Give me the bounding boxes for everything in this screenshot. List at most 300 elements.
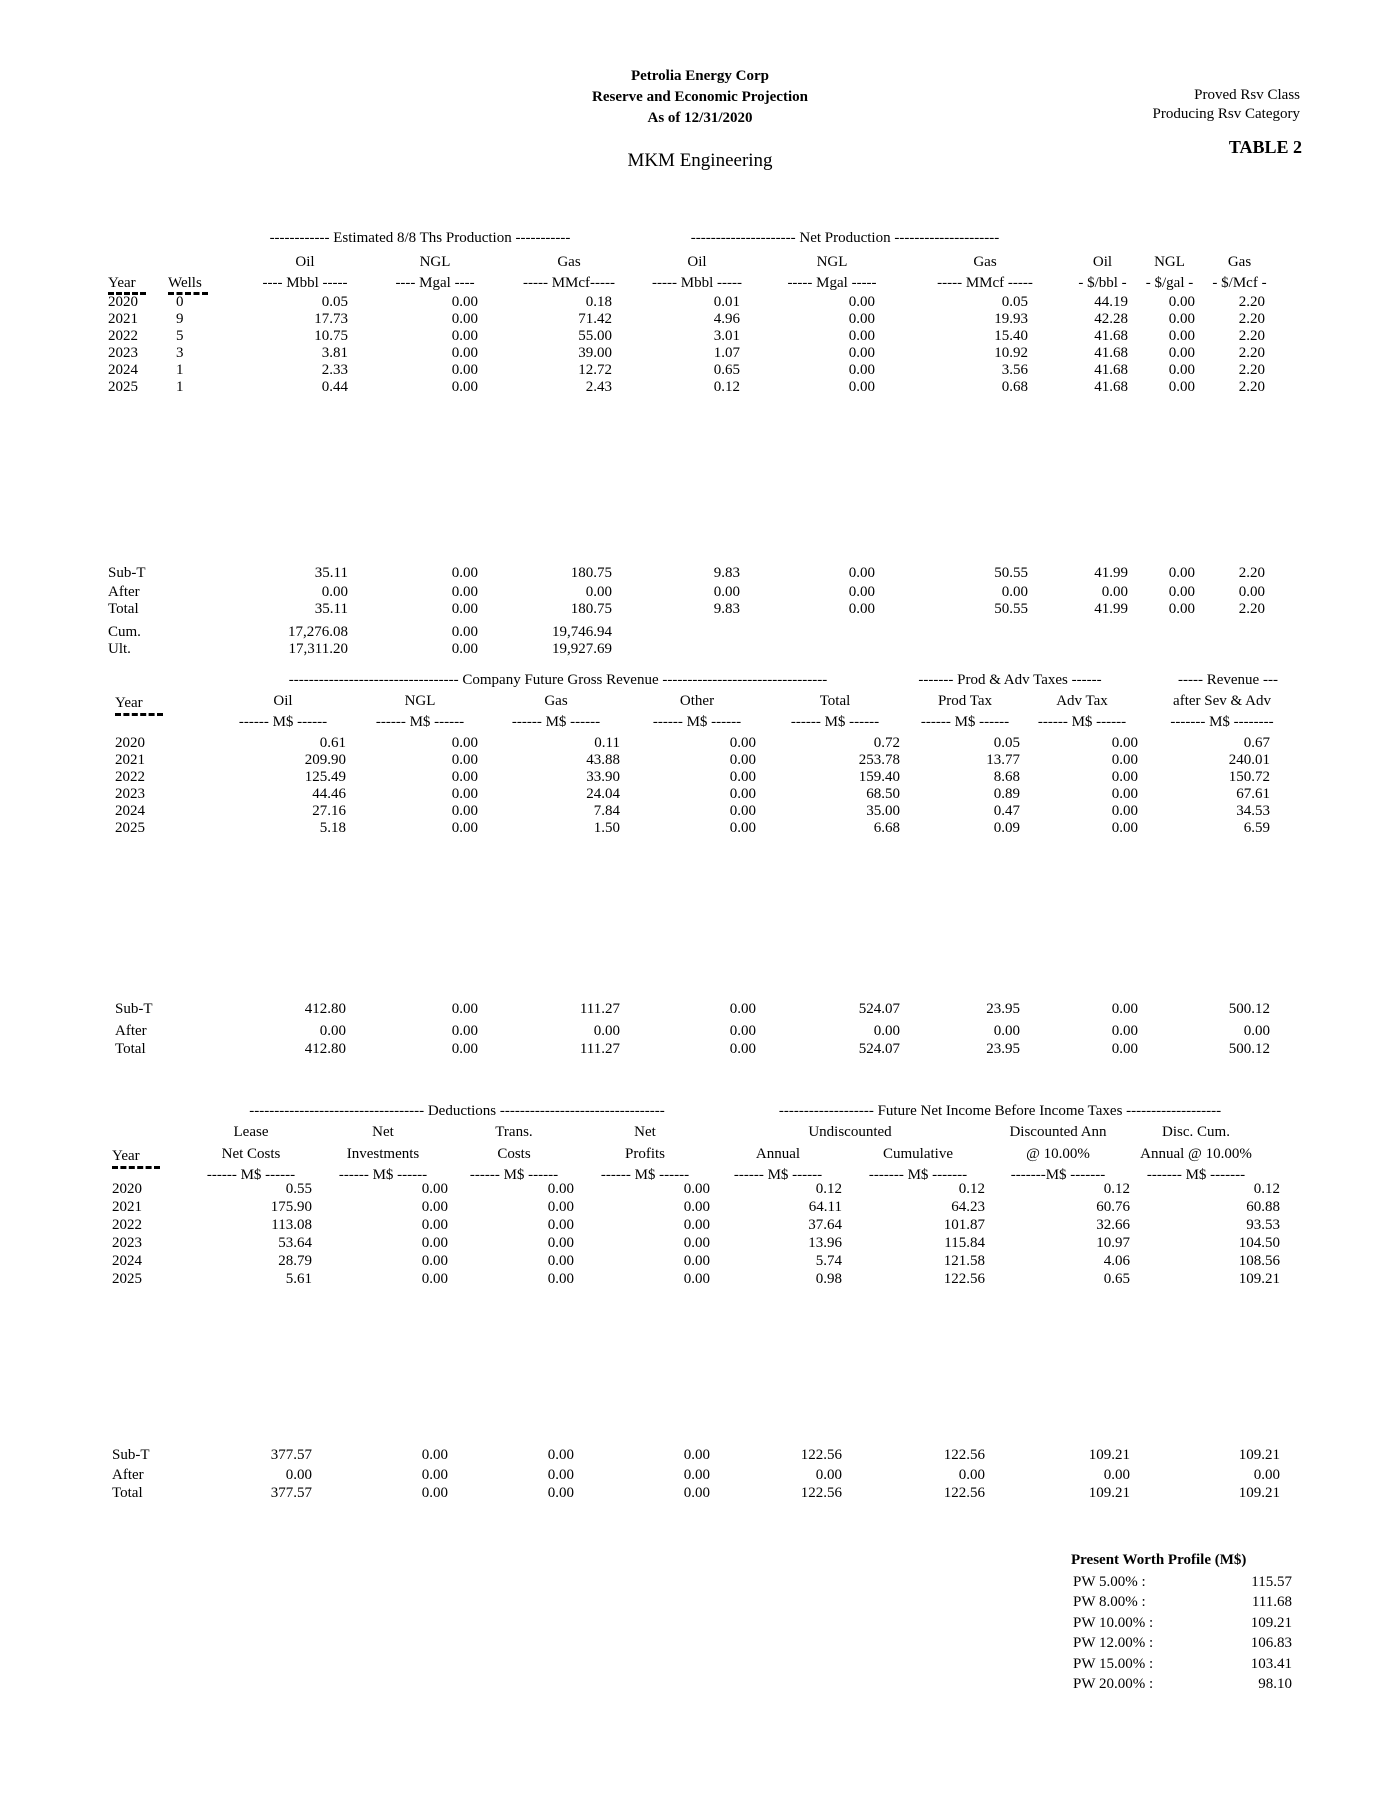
production-total-value: 180.75: [570, 601, 612, 617]
production-total-value: 0.00: [848, 601, 875, 617]
revenue-value: 0.00: [451, 769, 478, 785]
pw-value: 115.57: [1251, 1574, 1292, 1590]
deductions-value: 0.00: [683, 1235, 710, 1251]
pw-rate-label: PW 10.00% :: [1073, 1615, 1154, 1631]
revenue-value: 0.00: [1111, 752, 1138, 768]
revenue-col-unit: ------ M$ ------: [238, 714, 328, 730]
production-value: 41.68: [1094, 345, 1128, 361]
pw-rate-label: PW 20.00% :: [1073, 1676, 1154, 1692]
revenue-value: 0.00: [451, 803, 478, 819]
revenue-col-unit: ------ M$ ------: [511, 714, 601, 730]
pw-value: 103.41: [1250, 1656, 1292, 1672]
deductions-value: 32.66: [1096, 1217, 1130, 1233]
revenue-value: 24.04: [586, 786, 620, 802]
pw-value: 109.21: [1250, 1615, 1292, 1631]
production-col-unit: ----- MMcf-----: [522, 275, 616, 291]
production-value: 2.20: [1238, 328, 1265, 344]
deductions-after-value: 0.00: [958, 1467, 985, 1483]
year-cell: 2021: [108, 311, 138, 327]
revenue-subt-value: 500.12: [1228, 1001, 1270, 1017]
production-value: 42.28: [1094, 311, 1128, 327]
production-value: 0.00: [451, 362, 478, 378]
pw-profile-title: Present Worth Profile (M$): [1071, 1552, 1247, 1568]
revenue-year-header: Year: [115, 693, 163, 716]
revenue-value: 209.90: [304, 752, 346, 768]
year-cell: 2022: [115, 769, 145, 785]
revenue-subt-value: 111.27: [579, 1001, 620, 1017]
production-value: 10.75: [314, 328, 348, 344]
revenue-col-unit: ------ M$ ------: [920, 714, 1010, 730]
production-subt-value: 180.75: [570, 565, 612, 581]
production-after-value: 0.00: [1001, 584, 1028, 600]
production-col-header: Gas: [557, 254, 581, 270]
pw-rate-label: PW 8.00% :: [1073, 1594, 1146, 1610]
production-subt-value: 0.00: [848, 565, 875, 581]
deductions-subt-value: 0.00: [421, 1447, 448, 1463]
revenue-col-header: NGL: [404, 693, 436, 709]
year-cell: 2020: [115, 735, 145, 751]
future-net-income-group-header: ------------------- Future Net Income Before Income Taxes -------------------: [778, 1103, 1222, 1119]
production-value: 39.00: [578, 345, 612, 361]
deductions-col-unit: -------M$ -------: [1010, 1167, 1106, 1183]
deductions-after-value: 0.00: [683, 1467, 710, 1483]
revenue-value: 0.00: [1111, 735, 1138, 751]
revenue-after-value: 0.00: [1243, 1023, 1270, 1039]
production-value: 0.00: [451, 345, 478, 361]
deductions-value: 113.08: [271, 1217, 312, 1233]
deductions-col-header-top: Net: [372, 1124, 394, 1140]
pw-rate-label: PW 15.00% :: [1073, 1656, 1154, 1672]
production-after-value: 0.00: [848, 584, 875, 600]
deductions-col-header-top: Trans.: [495, 1124, 533, 1140]
deductions-after-value: 0.00: [285, 1467, 312, 1483]
revenue-value: 0.00: [1111, 786, 1138, 802]
production-value: 0.00: [451, 294, 478, 310]
revenue-subt-value: 0.00: [451, 1001, 478, 1017]
year-cell: 2025: [112, 1271, 142, 1287]
production-after-value: 0.00: [321, 584, 348, 600]
wells-header: Wells: [168, 275, 208, 295]
production-after-value: 0.00: [1101, 584, 1128, 600]
production-total-value: 0.00: [451, 601, 478, 617]
revenue-value: 33.90: [586, 769, 620, 785]
revenue-value: 5.18: [319, 820, 346, 836]
production-total-value: 41.99: [1094, 601, 1128, 617]
production-value: 3.81: [321, 345, 348, 361]
deductions-subt-value: 377.57: [270, 1447, 312, 1463]
revenue-value: 150.72: [1228, 769, 1270, 785]
production-value: 0.00: [1168, 362, 1195, 378]
wells-cell: 5: [176, 328, 184, 344]
deductions-col-unit: ------- M$ -------: [1146, 1167, 1246, 1183]
revenue-value: 0.72: [873, 735, 900, 751]
reserve-category: Producing Rsv Category: [1152, 106, 1300, 122]
production-col-unit: - $/gal -: [1145, 275, 1194, 291]
summary-label-after: After: [108, 584, 140, 600]
deductions-after-value: 0.00: [1253, 1467, 1280, 1483]
revenue-after-value: 0.00: [593, 1023, 620, 1039]
deductions-value: 0.00: [683, 1253, 710, 1269]
revenue-subt-value: 0.00: [1111, 1001, 1138, 1017]
year-cell: 2021: [115, 752, 145, 768]
revenue-value: 0.00: [451, 786, 478, 802]
production-col-header: Oil: [295, 254, 315, 270]
production-value: 0.00: [848, 345, 875, 361]
deductions-col-header-top: Discounted Ann: [1009, 1124, 1107, 1140]
revenue-value: 67.61: [1236, 786, 1270, 802]
revenue-after-value: 0.00: [451, 1023, 478, 1039]
year-cell: 2024: [112, 1253, 142, 1269]
revenue-after-value: 0.00: [729, 1023, 756, 1039]
deductions-value: 0.00: [683, 1199, 710, 1215]
production-value: 0.00: [451, 328, 478, 344]
pw-value: 111.68: [1251, 1594, 1292, 1610]
production-value: 3.01: [713, 328, 740, 344]
deductions-col-unit: ------ M$ ------: [338, 1167, 428, 1183]
revenue-value: 0.00: [729, 752, 756, 768]
deductions-value: 10.97: [1096, 1235, 1130, 1251]
production-value: 2.20: [1238, 379, 1265, 395]
production-value: 0.00: [1168, 379, 1195, 395]
company-name: Petrolia Energy Corp: [630, 68, 770, 84]
production-value: 0.00: [848, 362, 875, 378]
production-col-header: NGL: [1154, 254, 1185, 270]
deductions-subt-value: 122.56: [943, 1447, 985, 1463]
deductions-total-value: 0.00: [683, 1485, 710, 1501]
year-cell: 2022: [112, 1217, 142, 1233]
deductions-year-header: Year: [112, 1146, 160, 1169]
deductions-value: 0.12: [1103, 1181, 1130, 1197]
revenue-value: 253.78: [858, 752, 900, 768]
production-value: 0.05: [1001, 294, 1028, 310]
revenue-col-header: Total: [819, 693, 851, 709]
production-subt-value: 0.00: [1168, 565, 1195, 581]
revenue-value: 0.00: [1111, 769, 1138, 785]
summary-label-after: After: [115, 1023, 147, 1039]
engineer-name: MKM Engineering: [627, 150, 773, 171]
production-value: 44.19: [1094, 294, 1128, 310]
revenue-value: 0.67: [1243, 735, 1270, 751]
summary-label-total: Total: [112, 1485, 143, 1501]
production-value: 0.00: [848, 294, 875, 310]
deductions-subt-value: 109.21: [1238, 1447, 1280, 1463]
production-value: 3.56: [1001, 362, 1028, 378]
production-col-header: Gas: [1227, 254, 1252, 270]
deductions-col-unit: ------ M$ ------: [733, 1167, 823, 1183]
summary-label-subt: Sub-T: [112, 1447, 150, 1463]
revenue-after-value: 0.00: [1111, 1023, 1138, 1039]
year-cell: 2023: [108, 345, 138, 361]
production-value: 2.20: [1238, 294, 1265, 310]
deductions-col-header: Annual: [755, 1146, 801, 1162]
deductions-col-unit: ------ M$ ------: [469, 1167, 559, 1183]
deductions-value: 5.74: [815, 1253, 842, 1269]
production-cum-value: 19,746.94: [552, 624, 612, 640]
production-value: 17.73: [314, 311, 348, 327]
deductions-subt-value: 0.00: [683, 1447, 710, 1463]
deductions-value: 53.64: [278, 1235, 312, 1251]
production-value: 0.00: [1168, 328, 1195, 344]
deductions-after-value: 0.00: [421, 1467, 448, 1483]
deductions-col-header: @ 10.00%: [1026, 1146, 1090, 1162]
revenue-value: 27.16: [312, 803, 346, 819]
deductions-subt-value: 109.21: [1088, 1447, 1130, 1463]
pw-rate-label: PW 12.00% :: [1073, 1635, 1154, 1651]
summary-label-subt: Sub-T: [115, 1001, 153, 1017]
production-after-value: 0.00: [1168, 584, 1195, 600]
revenue-value: 0.00: [451, 820, 478, 836]
deductions-value: 0.12: [1253, 1181, 1280, 1197]
revenue-value: 8.68: [993, 769, 1020, 785]
production-value: 41.68: [1094, 328, 1128, 344]
revenue-value: 6.59: [1243, 820, 1270, 836]
revenue-value: 0.00: [729, 786, 756, 802]
production-value: 41.68: [1094, 362, 1128, 378]
production-total-value: 9.83: [713, 601, 740, 617]
production-ult-value: 17,311.20: [288, 641, 348, 657]
production-subt-value: 35.11: [314, 565, 348, 581]
revenue-value: 0.00: [729, 803, 756, 819]
deductions-value: 60.88: [1246, 1199, 1280, 1215]
report-subtitle: Reserve and Economic Projection: [592, 89, 808, 105]
deductions-after-value: 0.00: [547, 1467, 574, 1483]
production-value: 0.00: [451, 311, 478, 327]
deductions-value: 122.56: [943, 1271, 985, 1287]
production-col-unit: - $/bbl -: [1078, 275, 1127, 291]
deductions-col-unit: ------- M$ -------: [868, 1167, 968, 1183]
deductions-value: 0.12: [815, 1181, 842, 1197]
deductions-group-header: ----------------------------------- Deductions ---------------------------------: [249, 1103, 665, 1119]
revenue-value: 240.01: [1228, 752, 1270, 768]
production-col-header: Gas: [973, 254, 997, 270]
table-label: TABLE 2: [1228, 137, 1302, 157]
production-total-value: 2.20: [1238, 601, 1265, 617]
wells-cell: 3: [176, 345, 184, 361]
deductions-value: 4.06: [1103, 1253, 1130, 1269]
revenue-value: 35.00: [866, 803, 900, 819]
revenue-col-unit: ------- M$ --------: [1170, 714, 1274, 730]
undiscounted-header: Undiscounted: [808, 1124, 892, 1140]
revenue-value: 43.88: [586, 752, 620, 768]
deductions-value: 115.84: [944, 1235, 985, 1251]
deductions-value: 13.96: [808, 1235, 842, 1251]
production-col-unit: ----- MMcf -----: [937, 275, 1033, 291]
deductions-value: 0.00: [547, 1235, 574, 1251]
revenue-col-header: Gas: [544, 693, 568, 709]
revenue-subt-value: 524.07: [858, 1001, 900, 1017]
deductions-value: 93.53: [1246, 1217, 1280, 1233]
production-value: 15.40: [994, 328, 1028, 344]
production-value: 0.00: [1168, 311, 1195, 327]
deductions-col-unit: ------ M$ ------: [206, 1167, 296, 1183]
revenue-value: 0.61: [319, 735, 346, 751]
revenue-value: 13.77: [986, 752, 1020, 768]
year-header: Year: [108, 275, 146, 295]
deductions-col-header-top: Lease: [233, 1124, 269, 1140]
revenue-total-value: 412.80: [304, 1041, 346, 1057]
production-value: 0.05: [321, 294, 348, 310]
summary-label-total: Total: [108, 601, 139, 617]
revenue-value: 0.00: [729, 820, 756, 836]
deductions-col-header: Investments: [346, 1146, 420, 1162]
deductions-value: 0.00: [421, 1181, 448, 1197]
deductions-after-value: 0.00: [815, 1467, 842, 1483]
revenue-value: 0.00: [729, 735, 756, 751]
revenue-value: 125.49: [304, 769, 346, 785]
deductions-total-value: 122.56: [943, 1485, 985, 1501]
production-value: 2.20: [1238, 345, 1265, 361]
production-value: 0.00: [451, 379, 478, 395]
production-value: 0.68: [1001, 379, 1028, 395]
revenue-value: 0.00: [1111, 803, 1138, 819]
production-value: 0.00: [848, 311, 875, 327]
revenue-subt-value: 0.00: [729, 1001, 756, 1017]
pw-value: 98.10: [1258, 1676, 1292, 1692]
revenue-subt-value: 23.95: [986, 1001, 1020, 1017]
summary-label-cum: Cum.: [108, 624, 141, 640]
revenue-col-header: Other: [679, 693, 715, 709]
deductions-value: 0.00: [421, 1217, 448, 1233]
revenue-col-unit: ------ M$ ------: [790, 714, 880, 730]
production-col-header: NGL: [419, 254, 451, 270]
revenue-value: 68.50: [866, 786, 900, 802]
revenue-col-header: after Sev & Adv: [1173, 693, 1271, 709]
deductions-value: 101.87: [943, 1217, 985, 1233]
production-value: 10.92: [994, 345, 1028, 361]
production-value: 0.00: [848, 379, 875, 395]
production-col-header: Oil: [1092, 254, 1113, 270]
deductions-value: 0.00: [421, 1253, 448, 1269]
deductions-after-value: 0.00: [1103, 1467, 1130, 1483]
production-subt-value: 41.99: [1094, 565, 1128, 581]
deductions-value: 64.23: [951, 1199, 985, 1215]
deductions-value: 0.00: [547, 1181, 574, 1197]
deductions-value: 64.11: [808, 1199, 842, 1215]
production-col-unit: ----- Mgal -----: [787, 275, 877, 291]
revenue-total-value: 23.95: [986, 1041, 1020, 1057]
production-total-value: 0.00: [1168, 601, 1195, 617]
deductions-value: 0.00: [421, 1199, 448, 1215]
deductions-col-header: Profits: [624, 1146, 665, 1162]
production-value: 2.43: [585, 379, 612, 395]
deductions-total-value: 0.00: [547, 1485, 574, 1501]
deductions-value: 0.00: [683, 1217, 710, 1233]
production-value: 0.00: [1168, 345, 1195, 361]
deductions-col-header: Annual @ 10.00%: [1140, 1146, 1252, 1162]
deductions-col-header-top: Net: [634, 1124, 656, 1140]
production-col-unit: ---- Mgal ----: [395, 275, 475, 291]
production-value: 0.12: [713, 379, 740, 395]
revenue-col-unit: ------ M$ ------: [652, 714, 742, 730]
wells-cell: 9: [176, 311, 184, 327]
production-ult-value: 0.00: [451, 641, 478, 657]
revenue-total-value: 0.00: [451, 1041, 478, 1057]
summary-label-total: Total: [115, 1041, 146, 1057]
production-subt-value: 50.55: [994, 565, 1028, 581]
revenue-after-value: 0.00: [319, 1023, 346, 1039]
deductions-value: 0.00: [683, 1181, 710, 1197]
revenue-value: 0.00: [451, 752, 478, 768]
gross-production-group-header: ------------ Estimated 8/8 Ths Production -----------: [269, 230, 571, 246]
production-value: 55.00: [578, 328, 612, 344]
revenue-value: 0.05: [993, 735, 1020, 751]
revenue-value: 0.00: [729, 769, 756, 785]
year-cell: 2021: [112, 1199, 142, 1215]
production-value: 2.20: [1238, 362, 1265, 378]
production-value: 2.20: [1238, 311, 1265, 327]
deductions-col-header: Net Costs: [221, 1146, 281, 1162]
deductions-value: 121.58: [943, 1253, 985, 1269]
wells-cell: 1: [176, 379, 184, 395]
production-after-value: 0.00: [451, 584, 478, 600]
revenue-value: 34.53: [1236, 803, 1270, 819]
summary-label-after: After: [112, 1467, 144, 1483]
revenue-after-value: 0.00: [993, 1023, 1020, 1039]
revenue-value: 0.89: [993, 786, 1020, 802]
year-cell: 2025: [108, 379, 138, 395]
production-after-value: 0.00: [585, 584, 612, 600]
revenue-value: 0.09: [993, 820, 1020, 836]
deductions-total-value: 0.00: [421, 1485, 448, 1501]
production-subt-value: 2.20: [1238, 565, 1265, 581]
year-cell: 2022: [108, 328, 138, 344]
deductions-subt-value: 122.56: [800, 1447, 842, 1463]
deductions-value: 0.55: [285, 1181, 312, 1197]
reserve-class: Proved Rsv Class: [1194, 87, 1300, 103]
production-after-value: 0.00: [1238, 584, 1265, 600]
production-col-unit: ---- Mbbl -----: [262, 275, 348, 291]
deductions-value: 0.00: [547, 1199, 574, 1215]
revenue-value: 0.00: [1111, 820, 1138, 836]
deductions-value: 0.12: [958, 1181, 985, 1197]
deductions-value: 0.00: [421, 1235, 448, 1251]
revenue-value: 1.50: [593, 820, 620, 836]
deductions-total-value: 377.57: [270, 1485, 312, 1501]
revenue-after-value: 0.00: [873, 1023, 900, 1039]
deductions-col-header: Cumulative: [883, 1146, 953, 1162]
summary-label-ult: Ult.: [108, 641, 131, 657]
deductions-value: 175.90: [270, 1199, 312, 1215]
taxes-group-header: ------- Prod & Adv Taxes ------: [918, 672, 1102, 688]
revenue-total-value: 0.00: [1111, 1041, 1138, 1057]
revenue-col-header: Prod Tax: [937, 693, 993, 709]
revenue-col-unit: ------ M$ ------: [1037, 714, 1127, 730]
revenue-after-group-header: ----- Revenue ---: [1178, 672, 1278, 688]
revenue-total-value: 524.07: [858, 1041, 900, 1057]
deductions-value: 37.64: [808, 1217, 842, 1233]
deductions-value: 60.76: [1096, 1199, 1130, 1215]
production-col-unit: ----- Mbbl -----: [652, 275, 742, 291]
production-after-value: 0.00: [713, 584, 740, 600]
deductions-subt-value: 0.00: [547, 1447, 574, 1463]
production-value: 19.93: [994, 311, 1028, 327]
deductions-total-value: 122.56: [800, 1485, 842, 1501]
production-value: 0.01: [713, 294, 740, 310]
production-value: 0.18: [585, 294, 612, 310]
revenue-subt-value: 412.80: [304, 1001, 346, 1017]
production-subt-value: 0.00: [451, 565, 478, 581]
deductions-total-value: 109.21: [1238, 1485, 1280, 1501]
deductions-col-header-top: Disc. Cum.: [1162, 1124, 1230, 1140]
net-production-group-header: --------------------- Net Production ---------------------: [690, 230, 1000, 246]
production-col-header: Oil: [687, 254, 707, 270]
deductions-value: 28.79: [278, 1253, 312, 1269]
production-value: 41.68: [1094, 379, 1128, 395]
revenue-group-header: ---------------------------------- Company Future Gross Revenue ---------------------------------: [288, 672, 828, 688]
production-value: 2.33: [321, 362, 348, 378]
revenue-col-header: Oil: [273, 693, 293, 709]
production-value: 12.72: [578, 362, 612, 378]
